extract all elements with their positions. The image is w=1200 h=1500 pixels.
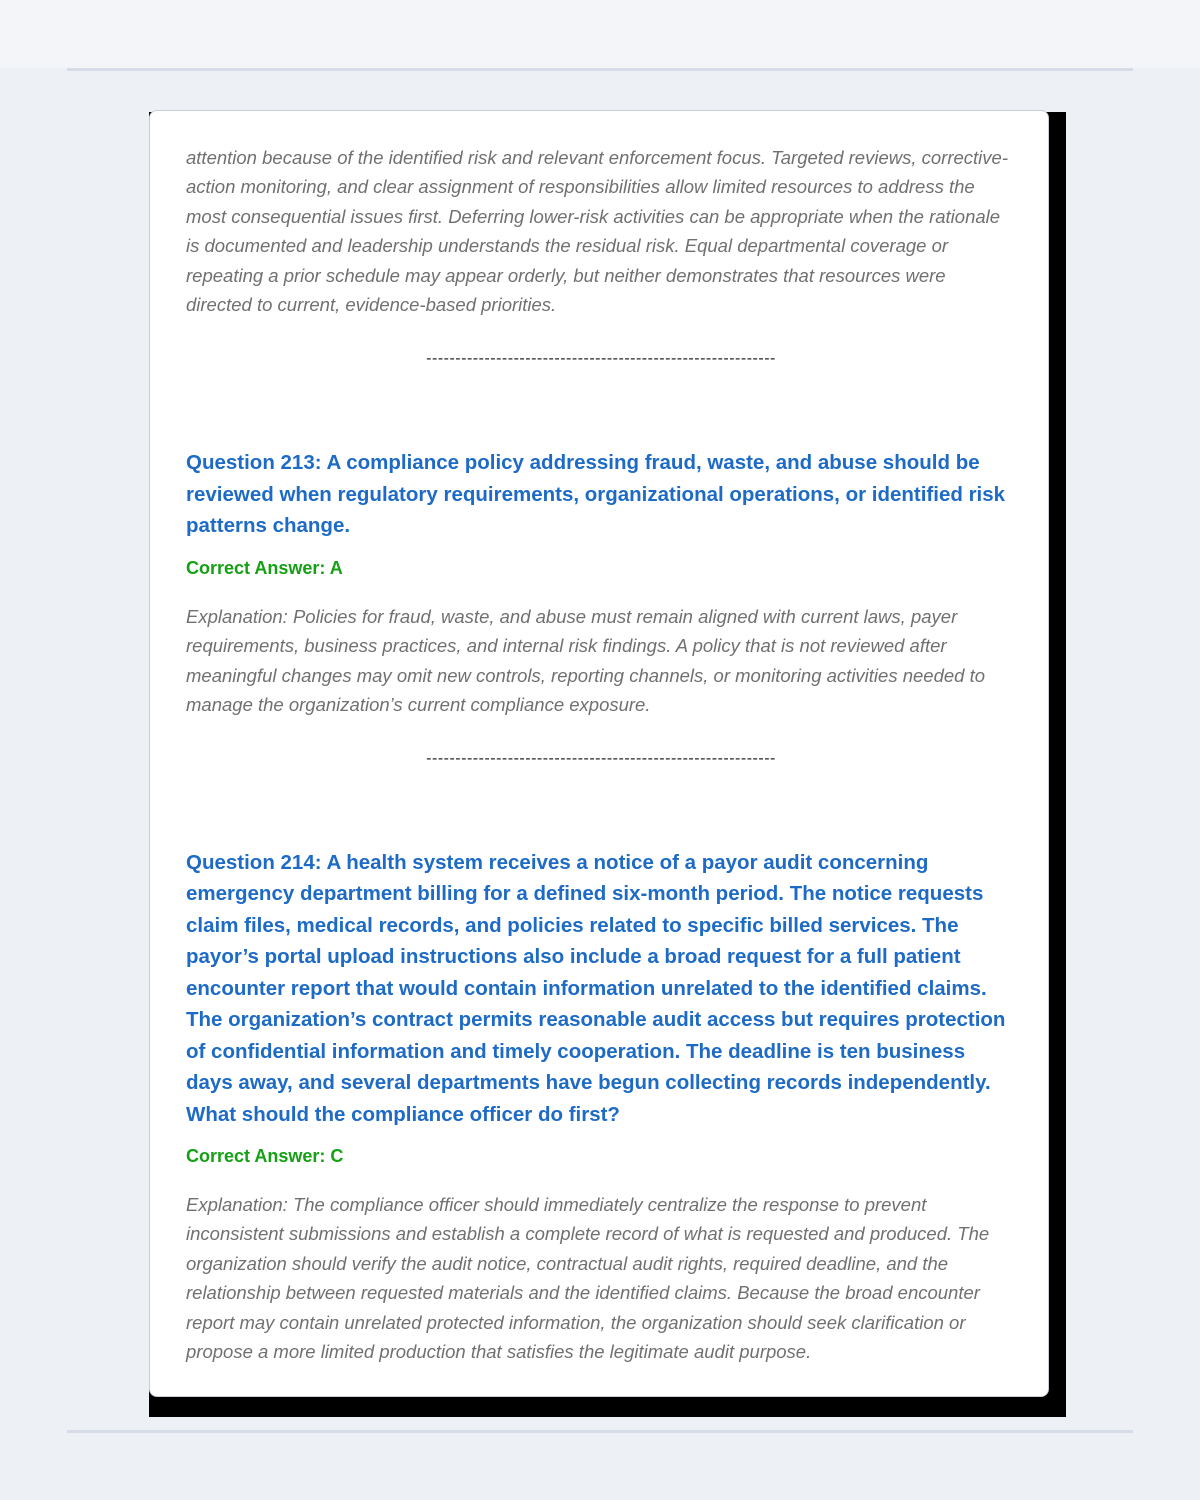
page-content [186,143,1016,1367]
section-separator: ------------------------------------------------------------ [426,749,776,767]
section-separator: ------------------------------------------------------------ [426,350,776,368]
explanation-213: Explanation: Policies for fraud, waste, and abuse must remain aligned with current laws, payer requirements, business practices, and internal risk findings. A policy that is not reviewed after meaningful changes may omit new controls, reporting channels, or monitoring activities needed to manage the organization’s current compliance exposure. [186,605,986,716]
correct-answer-213: Correct Answer: A [186,557,343,578]
question-213: Question 213: A compliance policy addressing fraud, waste, and abuse should be reviewed when regulatory requirements, organizational operations, or identified risk patterns change. [186,451,1006,538]
bottom-divider [67,1430,1133,1433]
top-divider [67,68,1133,71]
explanation-214: Explanation: The compliance officer should immediately centralize the response to prevent inconsistent submissions and establish a complete record of what is requested and produced. The organization should verify the audit notice, contractual audit rights, required deadline, and the relationship between requested materials and the identified claims. Because the broad encounter report may contain unrelated protected information, the organization should seek clarification or propose a more limited production that satisfies the legitimate audit purpose. [186,1194,990,1363]
continued-explanation: attention because of the identified risk and relevant enforcement focus. Targeted reviews, corrective-action monitoring, and clear assignment of responsibilities allow limited resources to address the most consequential issues first. Deferring lower-risk activities can be appropriate when the rationale is documented and leadership understands the residual risk. Equal departmental coverage or repeating a prior schedule may appear orderly, but neither demonstrates that resources were directed to current, evidence-based priorities. [186,147,1008,316]
question-214: Question 214: A health system receives a notice of a payor audit concerning emergency department billing for a defined six-month period. The notice requests claim files, medical records, and policies related to specific billed services. The payor’s portal upload instructions also include a broad request for a full patient encounter report that would contain information unrelated to the identified claims. The organization’s contract permits reasonable audit access but requires protection of confidential information and timely cooperation. The deadline is ten business days away, and several departments have begun collecting records independently. What should the compliance officer do first? [186,850,1006,1126]
document-page [149,110,1049,1397]
correct-answer-214: Correct Answer: C [186,1146,344,1167]
viewer-top-bar [0,0,1200,68]
